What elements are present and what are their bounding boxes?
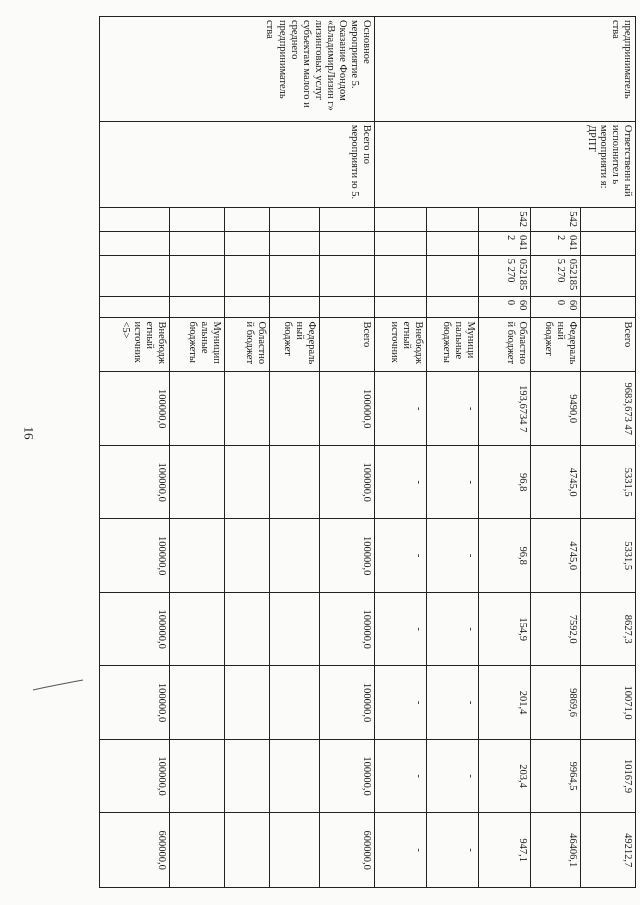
csr-cell: 0521855 270 xyxy=(479,255,531,296)
value-cell xyxy=(225,372,270,445)
value-cell xyxy=(170,592,225,665)
value-cell xyxy=(225,739,270,812)
value-cell xyxy=(270,666,320,739)
value-cell: 10071,0 xyxy=(581,666,636,739)
value-cell xyxy=(225,445,270,518)
rzpr-cell xyxy=(270,232,320,256)
value-cell xyxy=(170,519,225,592)
source-cell: Муници пальные бюджеты xyxy=(427,318,479,372)
source-cell: Муницип альные бюджеты xyxy=(170,318,225,372)
grbs-cell xyxy=(225,208,270,232)
value-cell: 154,9 xyxy=(479,592,531,665)
rzpr-cell: 041 2 xyxy=(531,232,581,256)
executor-cell: Ответственн ый исполнител ь мероприяти я: ДРПТ xyxy=(375,121,636,207)
page-number: 16 xyxy=(21,426,37,440)
value-cell: 100000,0 xyxy=(320,445,375,518)
grbs-cell xyxy=(427,208,479,232)
source-cell: Областно й бюджет xyxy=(225,318,270,372)
value-cell: 203,4 xyxy=(479,739,531,812)
grbs-cell: 542 xyxy=(531,208,581,232)
csr-cell xyxy=(170,255,225,296)
value-cell: - xyxy=(375,592,427,665)
value-cell xyxy=(170,372,225,445)
value-cell: 49212,7 xyxy=(581,813,636,888)
value-cell: 193,6734 7 xyxy=(479,372,531,445)
value-cell: - xyxy=(375,372,427,445)
value-cell: 100000,0 xyxy=(100,372,170,445)
value-cell: 9490,0 xyxy=(531,372,581,445)
value-cell: - xyxy=(375,813,427,888)
value-cell: 9869,6 xyxy=(531,666,581,739)
value-cell: 100000,0 xyxy=(320,372,375,445)
vr-cell xyxy=(100,296,170,318)
source-cell: Внебюдж етный источник <5> xyxy=(100,318,170,372)
vr-cell xyxy=(170,296,225,318)
budget-table xyxy=(99,16,636,888)
value-cell: 100000,0 xyxy=(100,666,170,739)
value-cell xyxy=(225,666,270,739)
executor-cell: Всего по мероприяти ю 5. xyxy=(100,121,375,207)
vr-cell xyxy=(225,296,270,318)
value-cell xyxy=(225,592,270,665)
value-cell: - xyxy=(375,445,427,518)
value-cell: - xyxy=(427,519,479,592)
csr-cell xyxy=(375,255,427,296)
value-cell: - xyxy=(427,739,479,812)
csr-cell xyxy=(320,255,375,296)
value-cell: - xyxy=(427,592,479,665)
value-cell xyxy=(170,666,225,739)
source-cell: Внебюдж етный источник xyxy=(375,318,427,372)
csr-cell xyxy=(100,255,170,296)
source-cell: Всего xyxy=(320,318,375,372)
value-cell: 46406,1 xyxy=(531,813,581,888)
value-cell: 100000,0 xyxy=(320,592,375,665)
source-cell: Федераль ный бюджет xyxy=(531,318,581,372)
value-cell: - xyxy=(427,666,479,739)
value-cell: 600000,0 xyxy=(100,813,170,888)
value-cell: 100000,0 xyxy=(320,666,375,739)
value-cell: 8627,3 xyxy=(581,592,636,665)
rzpr-cell xyxy=(225,232,270,256)
value-cell xyxy=(270,445,320,518)
rzpr-cell xyxy=(100,232,170,256)
value-cell xyxy=(270,519,320,592)
value-cell: - xyxy=(375,519,427,592)
grbs-cell xyxy=(375,208,427,232)
grbs-cell xyxy=(581,208,636,232)
value-cell xyxy=(270,592,320,665)
value-cell xyxy=(225,519,270,592)
grbs-cell: 542 xyxy=(479,208,531,232)
rzpr-cell: 041 2 xyxy=(479,232,531,256)
value-cell: 600000,0 xyxy=(320,813,375,888)
grbs-cell xyxy=(100,208,170,232)
value-cell: 5331,5 xyxy=(581,445,636,518)
value-cell: 100000,0 xyxy=(320,519,375,592)
source-cell: Областно й бюджет xyxy=(479,318,531,372)
value-cell xyxy=(170,813,225,888)
source-cell: Федераль ный бюджет xyxy=(270,318,320,372)
value-cell: - xyxy=(427,813,479,888)
value-cell: 100000,0 xyxy=(320,739,375,812)
value-cell: 7592,0 xyxy=(531,592,581,665)
value-cell: 9964,5 xyxy=(531,739,581,812)
rzpr-cell xyxy=(375,232,427,256)
grbs-cell xyxy=(270,208,320,232)
value-cell xyxy=(270,372,320,445)
value-cell: 10167,9 xyxy=(581,739,636,812)
table-row xyxy=(581,17,636,888)
table-row xyxy=(320,17,375,888)
vr-cell xyxy=(581,296,636,318)
value-cell: 100000,0 xyxy=(100,739,170,812)
value-cell xyxy=(170,445,225,518)
rzpr-cell xyxy=(581,232,636,256)
source-cell: Всего xyxy=(581,318,636,372)
csr-cell xyxy=(225,255,270,296)
value-cell: 4745,0 xyxy=(531,519,581,592)
value-cell: 96,8 xyxy=(479,519,531,592)
grbs-cell xyxy=(170,208,225,232)
value-cell: 5331,5 xyxy=(581,519,636,592)
rzpr-cell xyxy=(427,232,479,256)
event-name-cell: Основное мероприятие 5. Оказание Фондом «ВладимирЛизин г» лизинговых услуг субъектам малого и среднего предприниматель ства xyxy=(100,17,375,122)
value-cell xyxy=(270,739,320,812)
value-cell: - xyxy=(375,739,427,812)
csr-cell xyxy=(427,255,479,296)
event-name-cell: предприниматель ства xyxy=(375,17,636,122)
value-cell: 9683,673 47 xyxy=(581,372,636,445)
value-cell xyxy=(270,813,320,888)
vr-cell xyxy=(427,296,479,318)
value-cell xyxy=(170,739,225,812)
value-cell xyxy=(225,813,270,888)
value-cell: 96,8 xyxy=(479,445,531,518)
value-cell: 4745,0 xyxy=(531,445,581,518)
csr-cell xyxy=(581,255,636,296)
vr-cell xyxy=(320,296,375,318)
value-cell: - xyxy=(427,445,479,518)
value-cell: - xyxy=(427,372,479,445)
value-cell: 100000,0 xyxy=(100,519,170,592)
rzpr-cell xyxy=(320,232,375,256)
table-wrapper xyxy=(100,16,636,888)
pen-mark xyxy=(32,678,84,692)
vr-cell xyxy=(375,296,427,318)
vr-cell: 600 xyxy=(479,296,531,318)
value-cell: 947,1 xyxy=(479,813,531,888)
csr-cell: 0521855 270 xyxy=(531,255,581,296)
value-cell: 100000,0 xyxy=(100,592,170,665)
vr-cell xyxy=(270,296,320,318)
grbs-cell xyxy=(320,208,375,232)
vr-cell: 600 xyxy=(531,296,581,318)
rzpr-cell xyxy=(170,232,225,256)
value-cell: - xyxy=(375,666,427,739)
csr-cell xyxy=(270,255,320,296)
value-cell: 201,4 xyxy=(479,666,531,739)
value-cell: 100000,0 xyxy=(100,445,170,518)
